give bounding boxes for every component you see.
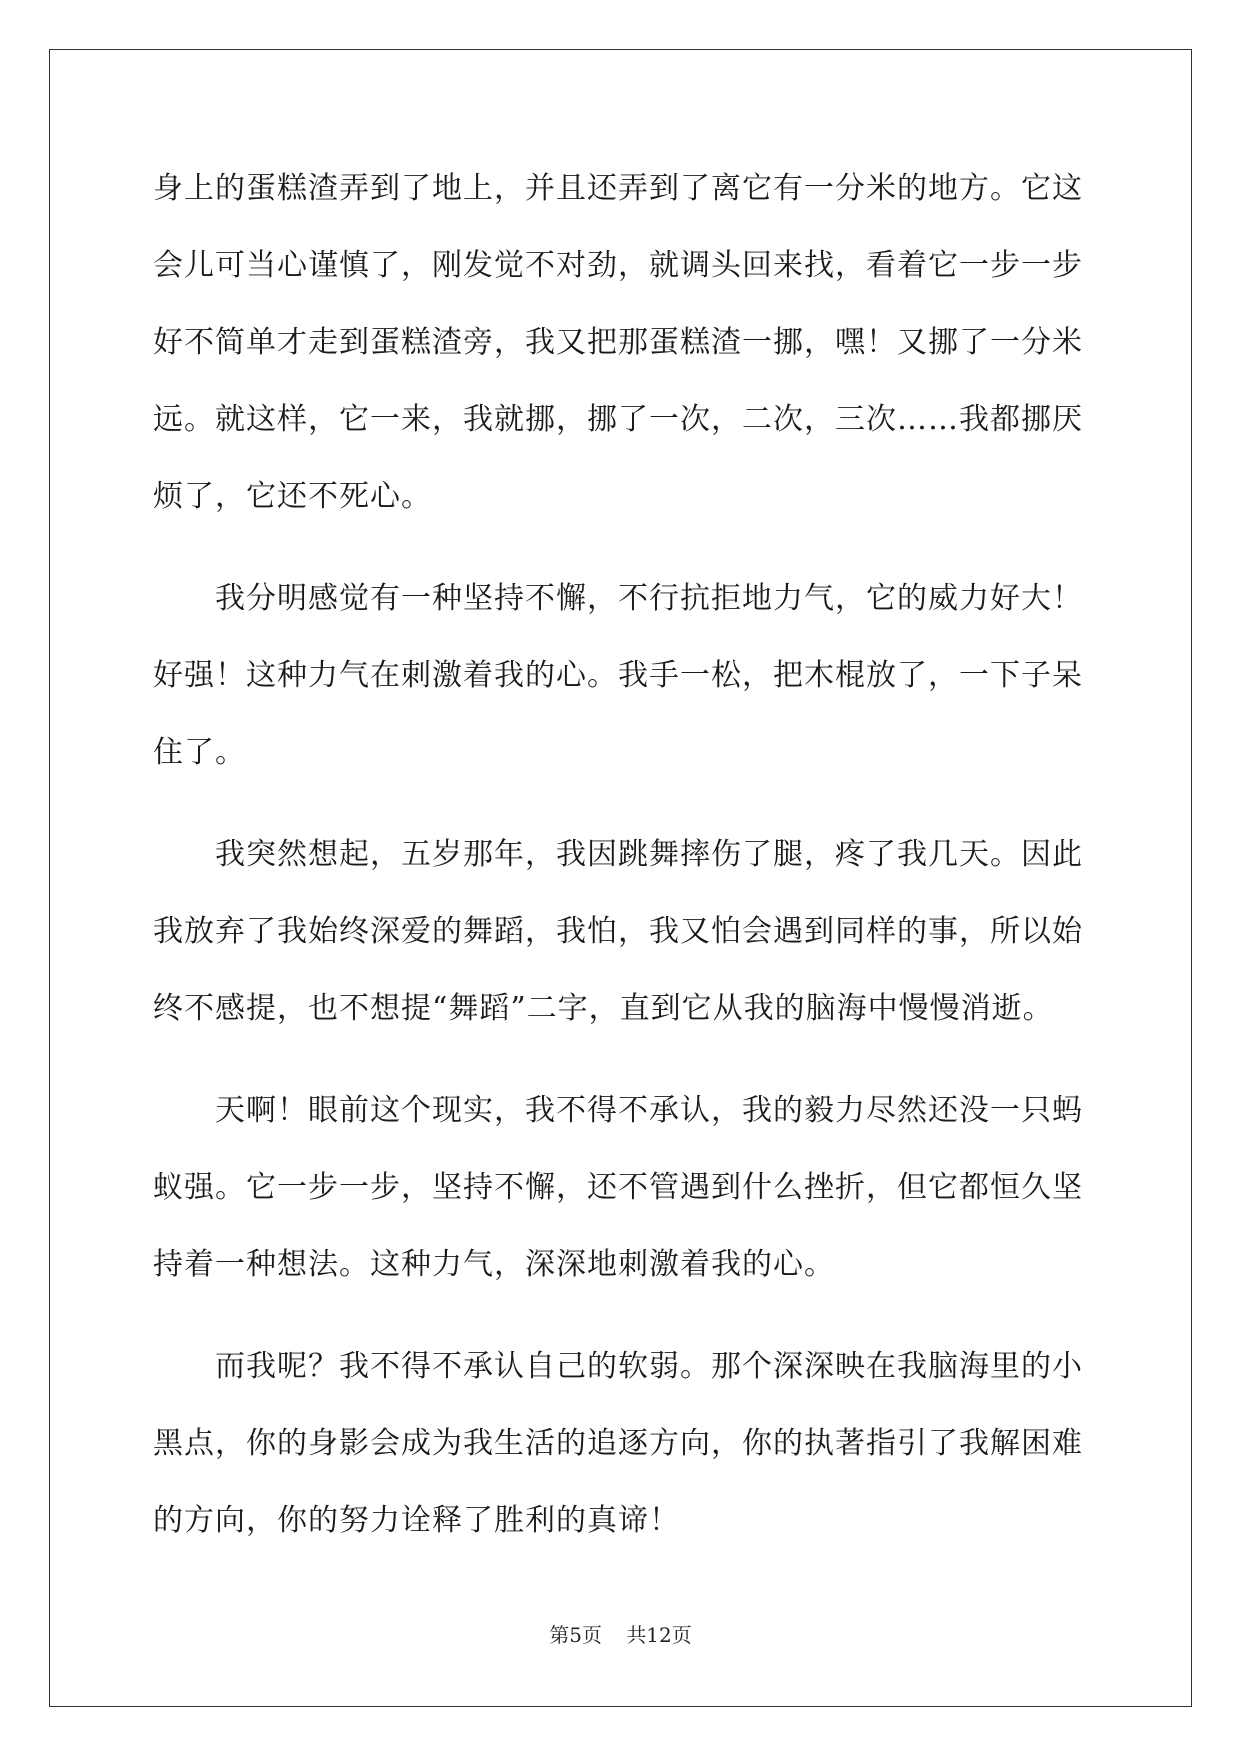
text-line: 好强！这种力气在刺激着我的心。我手一松，把木棍放了，一下子呆 xyxy=(153,658,1083,693)
paragraph-gap xyxy=(153,1047,1095,1072)
text-line: 烦了，它还不死心。 xyxy=(153,479,432,514)
text-line: 终不感提，也不想提“舞蹈”二字，直到它从我的脑海中慢慢消逝。 xyxy=(153,991,1054,1026)
paragraph-gap xyxy=(153,535,1095,560)
text-line: 蚁强。它一步一步，坚持不懈，还不管遇到什么挫折，但它都恒久坚 xyxy=(153,1170,1083,1205)
text-line: 我放弃了我始终深爱的舞蹈，我怕，我又怕会遇到同样的事，所以始 xyxy=(153,914,1083,949)
paragraph-gap xyxy=(153,1303,1095,1328)
document-body xyxy=(153,150,1095,1559)
text-line: 远。就这样，它一来，我就挪，挪了一次，二次，三次……我都挪厌 xyxy=(153,402,1083,437)
text-line: 会儿可当心谨慎了，刚发觉不对劲，就调头回来找，看着它一步一步 xyxy=(153,248,1083,283)
text-line: 黑点，你的身影会成为我生活的追逐方向，你的执著指引了我解困难 xyxy=(153,1426,1083,1461)
text-line: 好不简单才走到蛋糕渣旁，我又把那蛋糕渣一挪，嘿！又挪了一分米 xyxy=(153,325,1083,360)
page-total: 共12页 xyxy=(626,1623,692,1647)
text-line: 持着一种想法。这种力气，深深地刺激着我的心。 xyxy=(153,1247,835,1282)
text-line: 而我呢？我不得不承认自己的软弱。那个深深映在我脑海里的小 xyxy=(153,1349,1083,1384)
page-footer xyxy=(0,1620,1241,1650)
page-number: 第5页 xyxy=(549,1623,602,1647)
paragraph-gap xyxy=(153,791,1095,816)
text-line: 我突然想起，五岁那年，我因跳舞摔伤了腿，疼了我几天。因此 xyxy=(153,837,1083,872)
text-line: 的方向，你的努力诠释了胜利的真谛！ xyxy=(153,1503,680,1538)
text-line: 住了。 xyxy=(153,735,246,770)
text-line: 身上的蛋糕渣弄到了地上，并且还弄到了离它有一分米的地方。它这 xyxy=(153,171,1083,206)
text-line: 我分明感觉有一种坚持不懈，不行抗拒地力气，它的威力好大！ xyxy=(153,581,1083,616)
text-line: 天啊！眼前这个现实，我不得不承认，我的毅力尽然还没一只蚂 xyxy=(153,1093,1083,1128)
